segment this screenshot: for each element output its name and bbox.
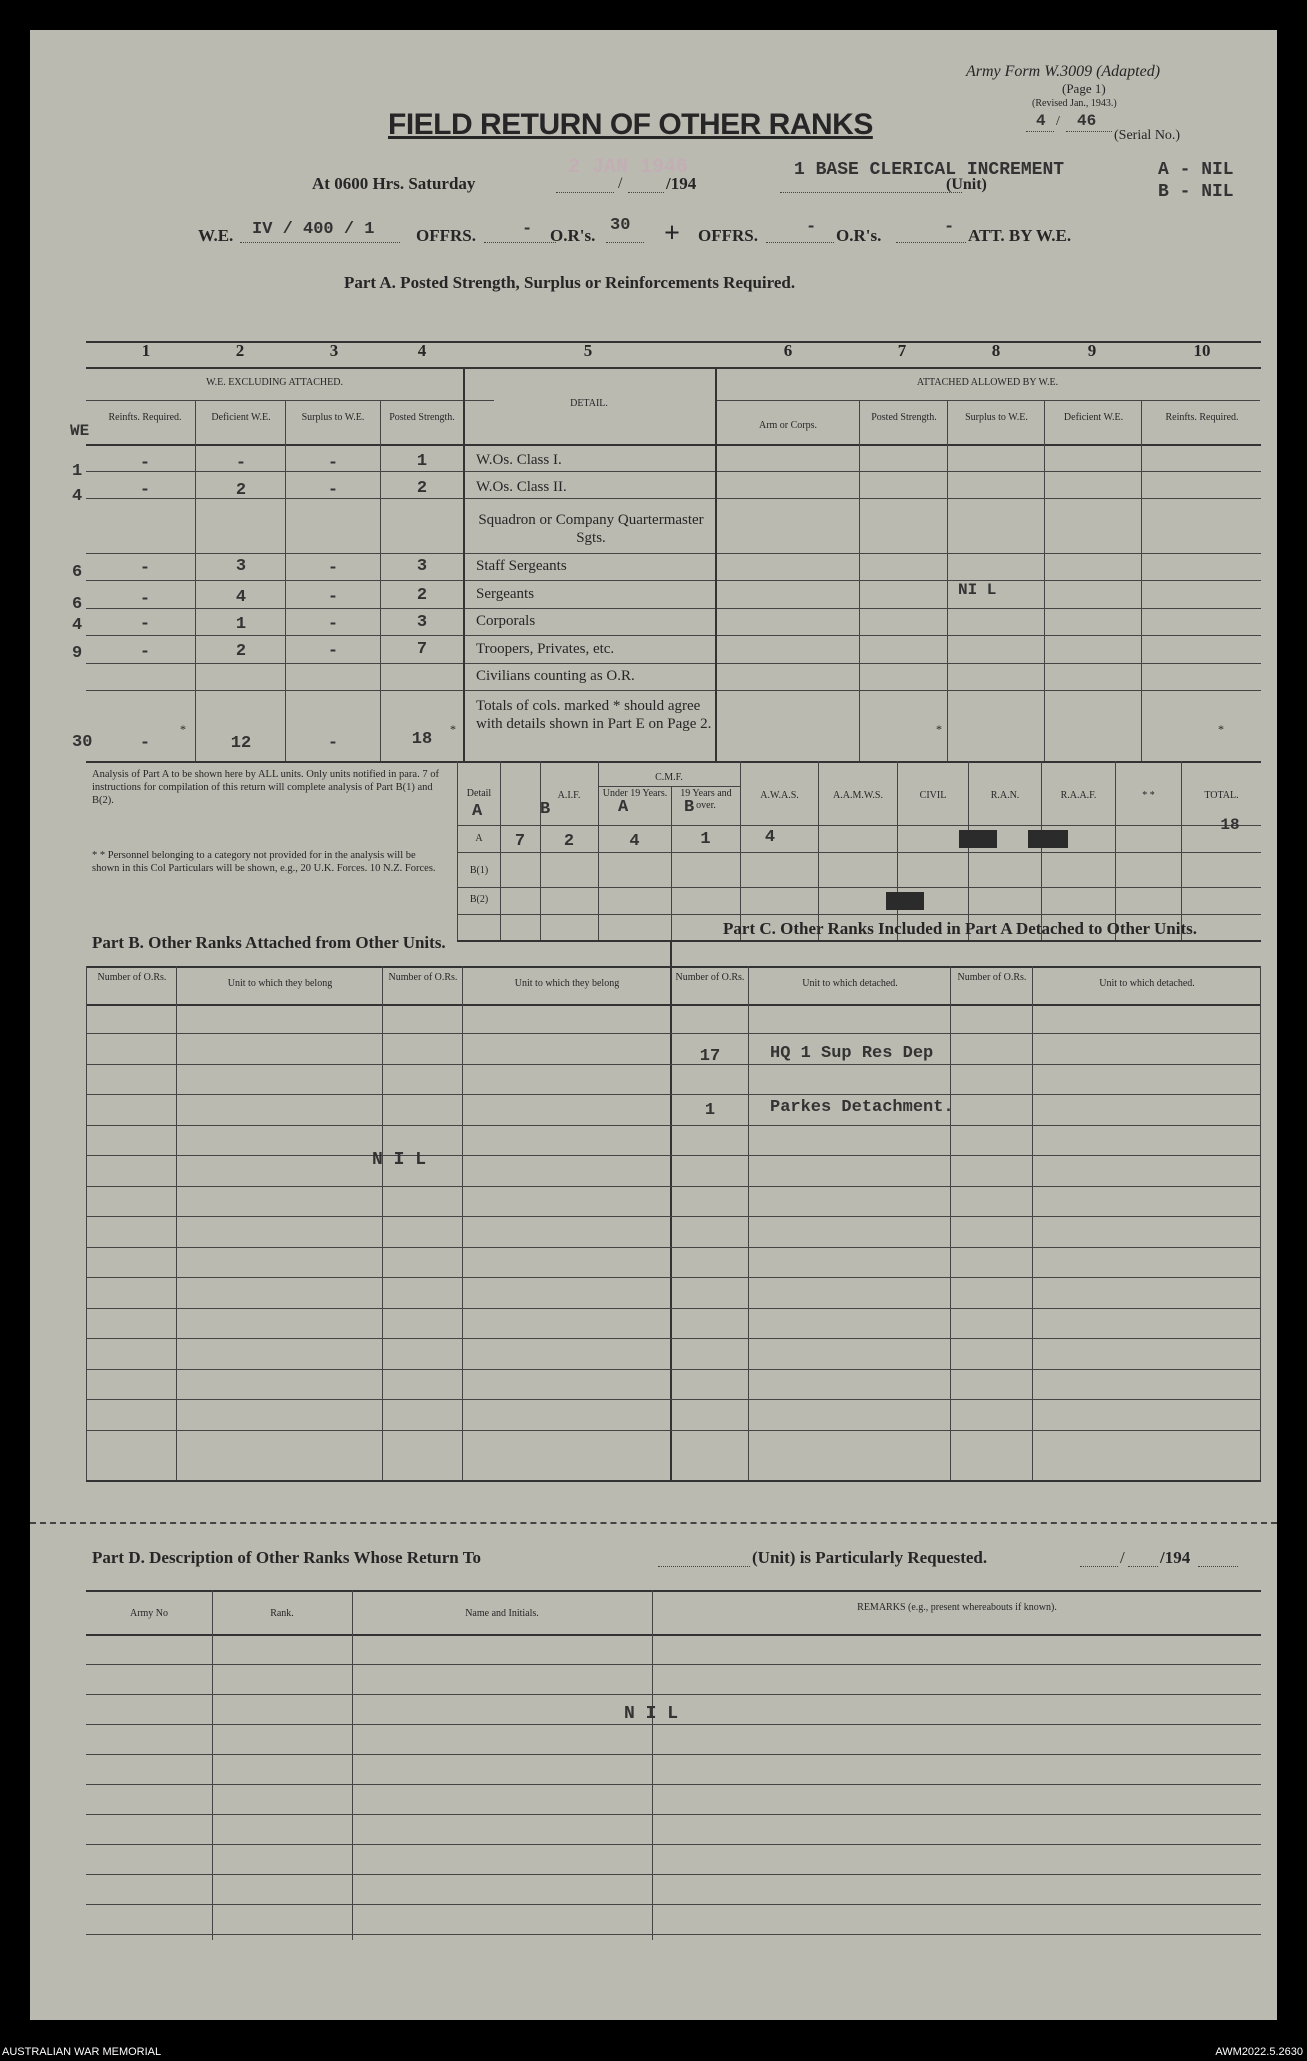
col-num-9: 9 [1087,341,1097,360]
redaction-block [1028,830,1068,848]
row-we: 1 [72,462,83,481]
nil-l-mark: NI L [958,581,997,599]
head-att-deficient: Deficient W.E. [1063,412,1124,423]
row-detail: Squadron or Company Quartermaster Sgts. [478,512,704,546]
row-posted: 2 [416,479,428,498]
row-posted: 18 [411,730,433,749]
col-num-10: 10 [1193,341,1211,360]
part-c-number: 1 [704,1101,716,1120]
row-we: 9 [72,644,83,663]
offrs2-label: OFFRS. [698,226,758,245]
row-we: 30 [72,733,93,752]
row-reinfts: - [139,615,151,634]
ors-value: 30 [610,216,631,235]
part-c-head-number: Number of O.Rs. [675,972,745,983]
analysis-head-awas: A.W.A.S. [760,790,799,801]
part-b-head-number: Number of O.Rs. [97,972,167,983]
row-posted: 3 [416,613,428,632]
ors2-value: - [944,218,955,237]
attached-heading: ATTACHED ALLOWED BY W.E. [916,377,1059,388]
star-mark: * [180,722,186,736]
star-mark: * [450,722,456,736]
col-num-6: 6 [783,341,793,360]
att-label: ATT. BY W.E. [968,226,1072,245]
row-detail: W.Os. Class II. [476,479,567,495]
analysis-row-a: A [475,833,483,844]
analysis-a-value: 4 [764,828,776,847]
row-detail: Sergeants [476,586,535,602]
we-margin-mark: WE [70,422,90,440]
part-b-nil: N I L [372,1150,427,1170]
detail-heading: DETAIL. [570,398,608,409]
analysis-a-value: 7 [514,832,526,851]
analysis-total-value: 18 [1220,816,1240,834]
part-c-title: Part C. Other Ranks Included in Part A Detached to Other Units. [723,919,1197,938]
star-mark: * [936,722,942,736]
head-att-posted: Posted Strength. [871,412,937,423]
row-detail: Corporals [476,613,536,629]
analysis-head-total: TOTAL. [1204,790,1239,801]
year-label: /194 [666,174,697,193]
revised-date: (Revised Jan., 1943.) [1032,98,1117,109]
row-surplus: - [327,559,339,578]
serial-right: 46 [1077,112,1097,130]
plus-sign: + [664,218,680,249]
analysis-head-cmf: C.M.F. [655,772,683,783]
part-d-head-army-no: Army No [129,1608,169,1619]
we-label: W.E. [198,226,234,245]
part-d-head-name: Name and Initials. [465,1608,539,1619]
analysis-head-raaf: R.A.A.F. [1060,790,1097,801]
part-d-nil: N I L [624,1704,679,1724]
head-att-reinfts: Reinfts. Required. [1165,412,1239,423]
serial-label: (Serial No.) [1114,128,1181,143]
analysis-head-19over: 19 Years and over. [680,788,732,811]
tear-line [30,1522,1277,1524]
part-c-number: 17 [699,1047,721,1066]
part-d-head-rank: Rank. [270,1608,294,1619]
head-surplus: Surplus to W.E. [301,412,365,423]
row-we: 6 [72,595,83,614]
analysis-note: Analysis of Part A to be shown here by ALL units. Only units notified in para. 7 of instructions for compilation of this return will complete analysis of Part B(1) and B(2). [92,769,439,806]
row-detail: W.Os. Class I. [476,452,562,468]
row-reinfts: - [139,734,151,753]
row-surplus: - [327,481,339,500]
analysis-a-value: 4 [629,832,640,851]
form-name: Army Form W.3009 (Adapted) [966,63,1161,80]
col-num-1: 1 [141,341,151,360]
row-detail: Civilians counting as O.R. [476,668,635,684]
row-we: 6 [72,563,83,582]
row-surplus: - [327,588,339,607]
form-page: Army Form W.3009 (Adapted) (Page 1) (Revised Jan., 1943.) 4 / 46 (Serial No.) FIELD RETURN OF OTHER RANKS At 0600 Hrs. Saturday 2 JAN 1946 / /194 1 BASE CLERICAL INCREMENT (Unit) A - NIL B - NIL W.E. IV / 400 / 1 OFFRS. - O.R's. 30 + OFFRS. - O.R's. - ATT. BY W.E. Part A. Posted Strength, Surplus or Reinforcements Required. 1 2 3 4 5 6 7 8 9 10 W.E. EXCLUDING ATTACHED. ATTACHED ALLOWED BY W.E. DETAIL. WE Reinfts. Required. Deficient W.E. Surplus to W.E. Posted Strength. Arm or Corps. Posted Strength. Surplus to W.E. Deficient W.E. Reinfts. Required. 1 - - - 1 W.Os. Class I. 4 - 2 - 2 W.Os. Class II. Squadron or Company Quartermaster Sgts. 6 - 3 - 3 Staff Sergeants 6 - 4 - 2 Sergeants NI L 4 - 1 - 3 Corporals 9 - 2 - 7 Troopers, Privates, etc. Civilians counting as O.R. 30 - 12 - 18 Totals of cols. marked * should agree with details shown in Part E on Page 2. * * * * Analysis of Part A to be shown here by ALL units. Only units notified in para. 7 of instructions for compilation of this return will complete analysis of Part B(1) and B(2). * * Personnel belonging to a category not provided for in the analysis will be shown in this Col Particulars will be shown, e.g., 20 U.K. Forces. 10 N.Z. Forces. Detail A.I.F. C.M.F. Under 19 Years. 19 Years and over. A.W.A.S. A.A.M.W.S. CIVIL R.A.N. R.A.A.F. * * TOTAL. A B A B A B(1) B(2) 7 2 4 1 4 18 Part B. Other Ranks Attached from Other Units. Part C. Other Ranks Included in Part A Detached to Other Units. Number of O.Rs. Unit to which they belong Number of O.Rs. Unit to which they belong Number of O.Rs. Unit to which detached. Number of O.Rs. Unit to which detached. N I L 17 HQ 1 Sup Res Dep 1 Parkes Detachment. Part D. Description of Other Ranks Whose Return To (Unit) is Particularly Requested. / /194 Army No Rank. Name and Initials. REMARKS (e.g., present whereabouts if known). N I L [30,30,1277,2020]
analysis-head-under19: Under 19 Years. [602,788,668,799]
row-detail: Troopers, Privates, etc. [476,641,615,657]
we-excluding-heading: W.E. EXCLUDING ATTACHED. [206,377,343,388]
analysis-a-value: 2 [563,832,575,851]
col-num-5: 5 [583,341,593,360]
date-stamp: 2 JAN 1946 [568,156,689,179]
row-we: 4 [72,616,83,635]
part-b-head-unit: Unit to which they belong [227,978,333,989]
analysis-head-civil: CIVIL [919,790,947,801]
row-detail: Totals of cols. marked * should agree with details shown in Part E on Page 2. [476,698,712,732]
part-b-head-number2: Number of O.Rs. [388,972,458,983]
hw-letter-b: B [540,800,551,819]
analysis-head-other: * * [1142,790,1155,801]
part-b-head-unit2: Unit to which they belong [514,978,620,989]
col-num-7: 7 [897,341,907,360]
row-posted: 1 [416,452,428,471]
at-time-label: At 0600 Hrs. Saturday [312,174,476,193]
redaction-block [886,892,924,910]
analysis-head-aamws: A.A.M.W.S. [833,790,883,801]
page-number: (Page 1) [1062,81,1106,96]
head-deficient: Deficient W.E. [211,412,271,423]
row-deficient: 3 [235,557,247,576]
part-b-title: Part B. Other Ranks Attached from Other Units. [92,933,446,952]
head-reinfts-required: Reinfts. Required. [108,412,182,423]
row-reinfts: - [139,590,151,609]
personnel-note: * * Personnel belonging to a category not provided for in the analysis will be shown in this Col Particulars will be shown, e.g., 20 U.K. Forces. 10 N.Z. Forces. [92,850,436,874]
ors-label: O.R's. [550,226,596,245]
serial-left: 4 [1036,112,1046,130]
b-nil: B - NIL [1158,182,1234,202]
offrs-label: OFFRS. [416,226,476,245]
hw-letter-a: A [618,798,629,817]
part-d-title2: (Unit) is Particularly Requested. [752,1548,988,1567]
row-reinfts: - [139,481,151,500]
part-d-head-remarks: REMARKS (e.g., present whereabouts if known). [857,1602,1057,1613]
row-surplus: - [327,615,339,634]
col-num-4: 4 [417,341,427,360]
part-c-head-number2: Number of O.Rs. [957,972,1027,983]
col-num-8: 8 [991,341,1001,360]
analysis-head-detail: Detail [466,788,492,799]
ors2-label: O.R's. [836,226,882,245]
archive-name: AUSTRALIAN WAR MEMORIAL [2,2046,162,2058]
row-reinfts: - [139,559,151,578]
row-surplus: - [327,734,339,753]
part-a-title: Part A. Posted Strength, Surplus or Reinforcements Required. [344,273,796,292]
we-value: IV / 400 / 1 [252,220,375,239]
part-d-year: /194 [1160,1548,1191,1567]
part-c-unit: Parkes Detachment. [770,1098,954,1117]
row-deficient: 1 [235,615,247,634]
head-posted-strength: Posted Strength. [389,412,455,423]
part-c-head-unit: Unit to which detached. [802,978,898,989]
row-deficient: 12 [230,734,252,753]
row-reinfts: - [139,454,151,473]
row-deficient: 2 [235,481,247,500]
analysis-row-b2: B(2) [469,894,489,905]
analysis-a-value: 1 [700,830,711,849]
offrs2-value: - [806,218,817,237]
part-c-head-unit2: Unit to which detached. [1099,978,1195,989]
row-surplus: - [327,642,339,661]
row-posted: 3 [416,557,428,576]
archive-footer [0,2044,1307,2061]
hw-letter-a: A [472,802,483,821]
row-reinfts: - [139,643,151,662]
form-title: FIELD RETURN OF OTHER RANKS [388,108,873,141]
analysis-head-ran: R.A.N. [990,790,1020,801]
row-deficient: - [235,454,247,473]
part-c-unit: HQ 1 Sup Res Dep [770,1044,934,1063]
archive-id: AWM2022.5.2630 [1215,2046,1303,2058]
head-arm-corps: Arm or Corps. [758,420,818,431]
analysis-row-b1: B(1) [469,865,489,876]
row-deficient: 4 [235,588,247,607]
redaction-block [959,830,997,848]
part-d-title: Part D. Description of Other Ranks Whose Return To [92,1548,481,1567]
row-deficient: 2 [235,642,247,661]
analysis-head-aif: A.I.F. [557,790,581,801]
a-nil: A - NIL [1158,160,1234,180]
col-num-2: 2 [235,341,245,360]
star-mark: * [1218,722,1224,736]
hw-letter-b: B [684,798,695,817]
row-posted: 2 [416,586,428,605]
row-we: 4 [72,487,83,506]
col-num-3: 3 [329,341,339,360]
unit-value: 1 BASE CLERICAL INCREMENT [794,160,1065,180]
row-posted: 7 [416,640,428,659]
unit-label: (Unit) [946,176,987,193]
head-att-surplus: Surplus to W.E. [965,412,1028,423]
row-detail: Staff Sergeants [476,558,567,574]
offrs-value: - [522,220,533,239]
row-surplus: - [327,454,339,473]
